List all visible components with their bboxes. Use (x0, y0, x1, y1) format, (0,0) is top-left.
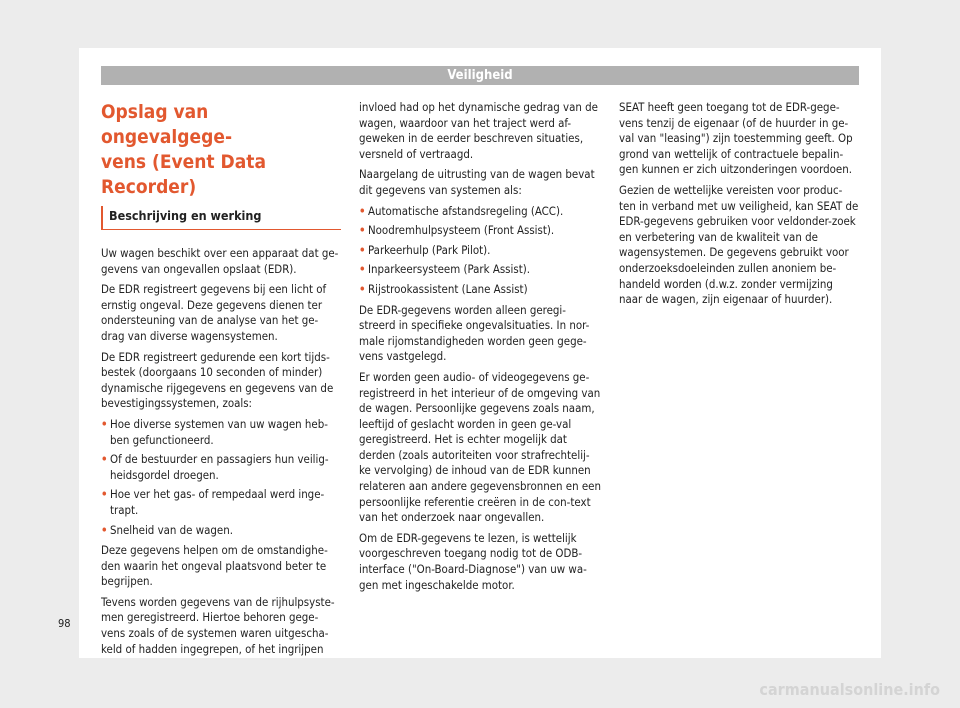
list-item: • Of de bestuurder en passagiers hun veilig-heidsgordel droegen. (101, 452, 329, 482)
paragraph: Om de EDR-gegevens te lezen, is wettelijk voorgeschreven toegang nodig tot de ODB-interface ("On-Board-Diagnose") van uw wa-gen met ingeschakelde motor. (359, 530, 587, 592)
list-item: • Rijstrookassistent (Lane Assist) (359, 281, 528, 296)
list-item: • Hoe diverse systemen van uw wagen heb-ben gefunctioneerd. (101, 416, 328, 447)
paragraph: De EDR registreert gegevens bij een licht of ernstig ongeval. Deze gegevens dienen ter ondersteuning van de analyse van het ge-drag van diverse wagensystemen. (101, 282, 327, 343)
watermark: carmanualsonline.info (759, 680, 940, 699)
list-item: • Automatische afstandsregeling (ACC). (359, 203, 564, 218)
page-subtitle: Beschrijving en werking (101, 206, 341, 230)
list-item: • Noodremhulpsysteem (Front Assist). (359, 223, 555, 238)
bullet-icon: • (359, 281, 366, 296)
paragraph: Tevens worden gegevens van de rijhulpsyste-men geregistreerd. Hiertoe behoren gege-vens zoals of de systemen waren uitgescha-keld of hadden ingegrepen, of het ingrijpen (101, 594, 335, 656)
bullet-icon: • (101, 522, 108, 537)
paragraph: Naargelang de uitrusting van de wagen bevat dit gegevens van systemen als: (359, 167, 595, 197)
bullet-icon: • (101, 487, 108, 502)
paragraph: De EDR registreert gedurende een kort tijds-bestek (doorgaans 10 seconden of minder) dynamische rijgegevens en gegevens van de bevestigingssystemen, zoals: (101, 349, 334, 411)
page-number: 98 (58, 617, 71, 630)
bullet-icon: • (359, 203, 366, 218)
list-item: • Hoe ver het gas- of rempedaal werd inge-trapt. (101, 487, 325, 517)
page-title (101, 100, 341, 200)
bullet-icon: • (359, 242, 366, 257)
list-item: • Snelheid van de wagen. (101, 522, 233, 537)
paragraph: Gezien de wettelijke vereisten voor produc-ten in verband met uw veiligheid, kan SEAT de EDR-gegevens gebruiken voor veldonder-zoek en verbetering van de kwaliteit van de wagensystemen. De gegevens gebruikt voor onderzoeksdoeleinden zullen anoniem be-handeld worden (d.w.z. zonder vermijzing naar de wagen, zijn eigenaar of huurder). (619, 182, 859, 307)
bullet-list (359, 204, 601, 298)
paragraph: invloed had op het dynamische gedrag van de wagen, waardoor van het traject werd af-geweken in de eerder beschreven situaties, versneld of vertraagd. (359, 100, 598, 161)
bullet-icon: • (359, 262, 366, 277)
section-header: Veiligheid (101, 66, 859, 85)
paragraph: Deze gegevens helpen om de omstandighe-den waarin het ongeval plaatsvond beter te begrijpen. (101, 543, 328, 589)
column-2 (359, 100, 601, 598)
bullet-icon: • (101, 416, 108, 431)
bullet-icon: • (359, 223, 366, 238)
list-item: • Parkeerhulp (Park Pilot). (359, 242, 491, 257)
paragraph: Uw wagen beschikt over een apparaat dat ge-gevens van ongevallen opslaat (EDR). (101, 246, 339, 276)
bullet-icon: • (101, 452, 108, 467)
bullet-list (101, 417, 341, 538)
title-text: Opslag van ongevalgege- vens (Event Data Recorder) (101, 101, 266, 198)
column-1 (101, 100, 341, 662)
list-item: • Inparkeersysteem (Park Assist). (359, 262, 530, 277)
paragraph: Er worden geen audio- of videogegevens ge-registreerd in het interieur of de omgeving van de wagen. Persoonlijke gegevens zoals naam, leeftijd of geslacht worden in geen ge-val geregistreerd. Het is echter mogelijk dat derden (zoals autoriteiten voor strafrechtelij-ke vervolging) de inhoud van de EDR kunnen relateren aan andere gegevensbronnen en een persoonlijke referentie creëren in de con-text van het onderzoek naar ongevallen. (359, 369, 601, 525)
paragraph: SEAT heeft geen toegang tot de EDR-gege-vens tenzij de eigenaar (of de huurder in ge-val van "leasing") zijn toestemming geeft. Op grond van wettelijk of contractuele bepalin-gen kunnen er zich uitzonderingen voordoen. (619, 100, 853, 177)
paragraph: De EDR-gegevens worden alleen geregi-streerd in specifieke ongevalsituaties. In nor-male rijomstandigheden worden geen gege-vens vastgelegd. (359, 302, 590, 364)
column-3 (619, 100, 859, 313)
